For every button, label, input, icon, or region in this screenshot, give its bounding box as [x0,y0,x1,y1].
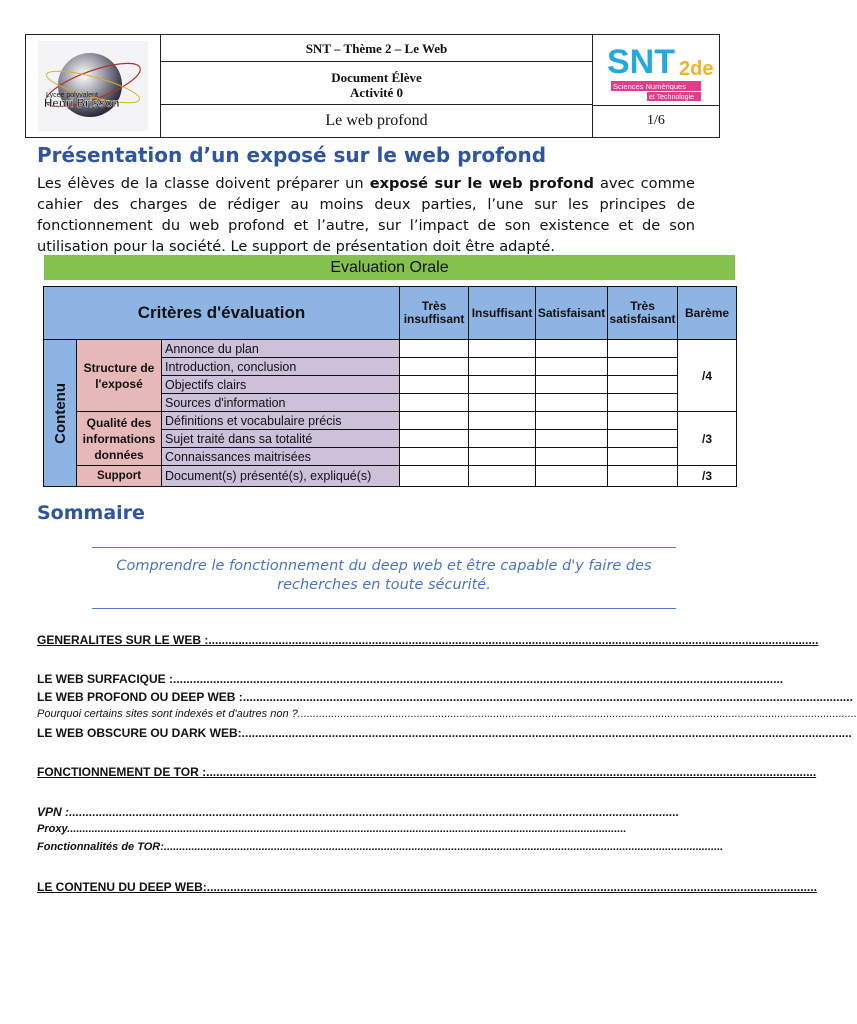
score-cell[interactable] [469,448,536,466]
intro-after: avec comme cahier des charges de rédiger au moins deux parties, l’une sur les principes de fonctionnement du web profond et l’autre, sur l’impact de son existence et de son utilisation pour la société. Le support de présentation doit être adapté. [37,175,695,255]
score-cell[interactable] [400,448,469,466]
toc-dots: ....................................................................................................................................................................................... [173,672,784,686]
criteria-row [44,466,737,487]
score-cell[interactable] [536,340,608,358]
quote-rule-top [92,547,676,548]
summary-quote: Comprendre le fonctionnement du deep web et être capable d'y faire des recherches en toute sécurité. [116,558,652,593]
criterion-item: Sources d'information [162,394,400,412]
logo-text-2: Henri Brisson [44,98,120,110]
snt-logo-main: SNT [607,43,675,81]
toc-line [37,672,784,686]
toc-line [37,633,819,647]
criteria-row [44,412,737,430]
score-cell[interactable] [608,466,678,487]
toc-dots: ....................................................................................................................................................................................... [297,708,857,720]
toc-dots: ....................................................................................................................................................................................... [206,880,817,894]
toc-line [37,805,723,819]
section-score: /4 [678,340,737,412]
score-cell[interactable] [608,448,678,466]
toc-dots: ....................................................................................................................................................................................... [242,690,853,704]
score-cell[interactable] [536,466,608,487]
criterion-item: Connaissances maitrisées [162,448,400,466]
criterion-item: Introduction, conclusion [162,358,400,376]
toc-line [37,708,857,720]
col-bareme: Barème [678,287,737,340]
score-cell[interactable] [536,430,608,448]
evaluation-grid [43,286,737,487]
score-cell[interactable] [536,448,608,466]
toc-dots: ....................................................................................................................................................................................... [69,805,680,819]
toc-text: Proxy [37,823,68,835]
summary-heading: Sommaire [37,502,145,524]
toc-text: LE CONTENU DU DEEP WEB: [37,880,207,894]
section-score: /3 [678,412,737,466]
category-label: Contenu [51,382,69,444]
score-cell[interactable] [469,466,536,487]
toc-line [37,823,723,835]
header-topic: Le web profond [325,112,428,129]
score-cell[interactable] [400,340,469,358]
category-cell [44,340,77,487]
logo-text-1: Lycée polyvalent [46,92,98,99]
score-cell[interactable] [608,394,678,412]
intro-paragraph [37,173,695,257]
toc-line [37,841,723,853]
score-cell[interactable] [400,430,469,448]
toc-text: VPN : [37,805,70,819]
toc-dots: ....................................................................................................................................................................................... [67,823,627,835]
score-cell[interactable] [469,376,536,394]
col-satisfaisant: Satisfaisant [536,287,608,340]
toc-text: LE WEB PROFOND OU DEEP WEB : [37,690,243,704]
toc-text: LE WEB OBSCURE OU DARK WEB: [37,726,242,740]
score-cell[interactable] [400,394,469,412]
criterion-item: Sujet traité dans sa totalité [162,430,400,448]
score-cell[interactable] [400,466,469,487]
section-score: /3 [678,466,737,487]
score-cell[interactable] [400,376,469,394]
score-cell[interactable] [400,412,469,430]
criterion-item: Définitions et vocabulaire précis [162,412,400,430]
snt-logo-line1: Sciences Numériques [613,82,686,91]
document-header [25,34,720,138]
score-cell[interactable] [536,412,608,430]
snt-logo-cell [593,35,719,106]
score-cell[interactable] [608,358,678,376]
criterion-item: Annonce du plan [162,340,400,358]
toc-line [37,880,817,894]
score-cell[interactable] [469,394,536,412]
page-title: Présentation d’un exposé sur le web profond [37,143,547,167]
header-doc [161,62,592,105]
score-cell[interactable] [469,358,536,376]
school-logo-cell [26,35,161,137]
toc-text: Pourquoi certains sites sont indexés et d'autres non ? [37,708,298,720]
score-cell[interactable] [469,412,536,430]
section-label: Structure de l'exposé [77,340,162,412]
toc-dots: ....................................................................................................................................................................................... [163,841,724,853]
evaluation-banner: Evaluation Orale [44,255,735,280]
col-tres-satisfaisant: Très satisfaisant [608,287,678,340]
score-cell[interactable] [400,358,469,376]
criterion-item: Objectifs clairs [162,376,400,394]
score-cell[interactable] [469,430,536,448]
header-theme: SNT – Thème 2 – Le Web [161,35,592,62]
col-insuffisant: Insuffisant [469,287,536,340]
quote-rule-bottom [92,608,676,609]
toc-text: LE WEB SURFACIQUE : [37,672,174,686]
header-right [593,35,719,137]
score-cell[interactable] [608,412,678,430]
score-cell[interactable] [608,430,678,448]
toc-dots: ....................................................................................................................................................................................... [241,726,852,740]
col-tres-insuffisant: Très insuffisant [400,287,469,340]
intro-bold: exposé sur le web profond [369,175,594,192]
intro-before: Les élèves de la classe doivent préparer un [37,175,370,192]
score-cell[interactable] [608,340,678,358]
grid-header-row [44,287,737,340]
score-cell[interactable] [469,340,536,358]
section-label: Support [77,466,162,487]
header-doc-type: Document Élève [331,70,422,85]
toc-line [37,765,817,779]
toc-line [37,690,853,704]
toc-text: GENERALITES SUR LE WEB : [37,633,209,647]
section-label: Qualité des informations données [77,412,162,466]
page-number: 1/6 [647,113,665,128]
header-middle [161,35,593,137]
toc-text: FONCTIONNEMENT DE TOR : [37,765,207,779]
school-logo [38,41,148,131]
score-cell[interactable] [536,376,608,394]
criteria-header: Critères d'évaluation [44,287,400,340]
criterion-item: Document(s) présenté(s), expliqué(s) [162,466,400,487]
toc-dots: ....................................................................................................................................................................................... [206,765,817,779]
snt-logo-sup: 2de [679,58,714,80]
score-cell[interactable] [536,394,608,412]
criteria-row [44,340,737,358]
toc-text: Fonctionnalités de TOR: [37,841,164,853]
header-activity: Activité 0 [349,85,404,100]
snt-logo-line2: et Technologie [649,94,695,101]
toc-dots: ....................................................................................................................................................................................... [208,633,819,647]
score-cell[interactable] [608,376,678,394]
snt-logo [601,37,714,103]
score-cell[interactable] [536,358,608,376]
toc-line [37,726,852,740]
